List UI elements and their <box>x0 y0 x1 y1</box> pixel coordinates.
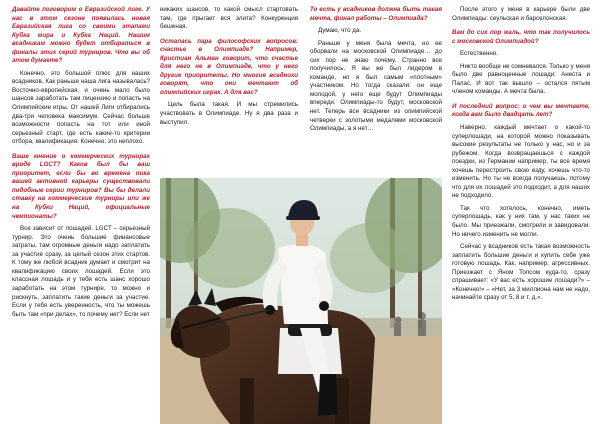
question-moscow-regret: Вам до сих пор жаль, что так получилось с московской Олимпиадой? <box>452 29 590 45</box>
question-eurasian-league: Давайте поговорим о Евразийской лиге. У нас в этом сезоне появилась новая Евразийская лига со своими этапами Кубка мира и Кубка Наций. Нашим всадникам можно будет отбираться в финалы этих серий турниров. Что вы об этом думаете? <box>12 6 150 65</box>
rider-illustration <box>160 178 442 424</box>
answer-superhorse: Наверно, каждый мечтает о какой-то суперлошади, на которой можно показывать высокие результаты не только у нас, но и за рубежом. Когда возвращаешься с каждой поездки, из Германии например, ты все время хочешь перестроить свою езду, хочешь что-то изменить. Но ты не всегда получаешь, потому что для их лошадей это подходит, а для наших не подходило. <box>452 124 590 200</box>
answer-lgct: Все зависит от лошадей. LGCT – серьезный турнир. Это очень большие финансовые затраты, там огромные деньги надо заплатить за участие сразу, за целый сезон этих стартов. К тому же любой всадник думает и смотрит на квалификацию своих лошадей. Если это классная лошадь и у тебя есть шанс хорошо заработать на этом турнире, то можно и рискнуть, заплатить такие деньги за участие. Если у тебя есть уверенность, что ты можешь быть там «при делах», то почему нет? Если нет <box>12 225 150 318</box>
answer-lgct-continued: никаких шансов, то какой смысл стартовать там, где прыгает вся элита? Конкуренция бешеная. <box>160 6 298 31</box>
question-olympic-dream: То есть у всадников должна быть такая мечта, финал работы – Олимпиада? <box>310 6 442 22</box>
rider-photo <box>160 178 442 424</box>
answer-horses: Никто вообще не сомневался. Только у меня было две равноценные лошади: Анеста и Палас. И вот так вышло – остался пятым членом команды. А мечта была. <box>452 62 590 96</box>
answer-eurasian-league: Конечно, это большой плюс для наших всадников. Как раньше наша лига называлась? Восточно-европейская, и очень мало было шансов заработать там лицензию и попасть на Олимпийские игры. От нашей Лиги отбирались два-три человека максимум. Сейчас больше возможности попасть на тот или иной серьезный старт, где есть какие-то критерии отбора, квалификация. Конечно, это неплохо. <box>12 69 150 146</box>
column-1 <box>12 6 150 323</box>
question-dream-at-twenty: И последний вопрос: о чем вы мечтаете, когда вам было двадцать лет? <box>452 102 590 119</box>
answer-moscow-olympics: Раньше у меня была мечта, но ее оборвали на московской Олимпиаде… до сих пор не знаю почему. Странно все получилось. Я вы же был лидером в команде, но я был самым «плотным» участником. Но тогда сказали: он еще молодой, у него еще будут Олимпиады впереди. Олимпиады-то будут, московской нет. Теперь все всадники из олимпийской четверки с золотыми медалями московской Олимпиады, а я нет… <box>310 39 442 133</box>
answer-olympic-dream: Думаю, что да. <box>318 27 362 35</box>
column-4 <box>452 6 590 307</box>
column-2 <box>160 6 298 131</box>
answer-olympics-happiness: Цель была такая. И мы стремились участвовать в Олимпиаде. Ну я два раза и выступил. <box>160 101 298 126</box>
answer-moscow-regret: Естественно. <box>460 50 498 58</box>
answer-envy: Так что хотелось, конечно, иметь суперлошадь, как у них там, у нас таких не было. Мы приезжали, смотрели и завидовали. Но ничего изменить не могли. <box>452 204 590 238</box>
question-olympics-happiness: Осталась пара философских вопросов: счастье в Олимпиаде? Например, Кристиан Альман говорит, что счастье для него не в Олимпиаде, что у него другие приоритеты. Но многие всадники говорят, что они мечтают об олимпийских играх. А для вас? <box>160 37 298 96</box>
answer-buying-horses: Сейчас у всадников есть такая возможность заплатить большие деньги и купить себе уже готовую лошадь. Как, например, агрессивных. Приезжает с Яном Топсом куда-то, сразу спрашивает: «У вас есть хорошие лошади?» – «Конечно!» – «Нет, за 3 миллиона нам не надо, начинайте сразу от 5, 8 и т. д.». <box>452 243 590 302</box>
answer-career-olympics: После этого у меня в карьере были две Олимпиады: сеульская и барселонская. <box>452 6 590 22</box>
question-lgct: Ваше мнение о коммерческих турнирах вроде LGCT? Каков был бы ваш приоритет, если бы во времена пика вашей активной карьеры существовали подобные серии турниров? Вы бы делали ставку на коммерческие турниры или же на Кубки Наций, официальные чемпионаты? <box>12 152 150 220</box>
column-3 <box>310 6 442 138</box>
